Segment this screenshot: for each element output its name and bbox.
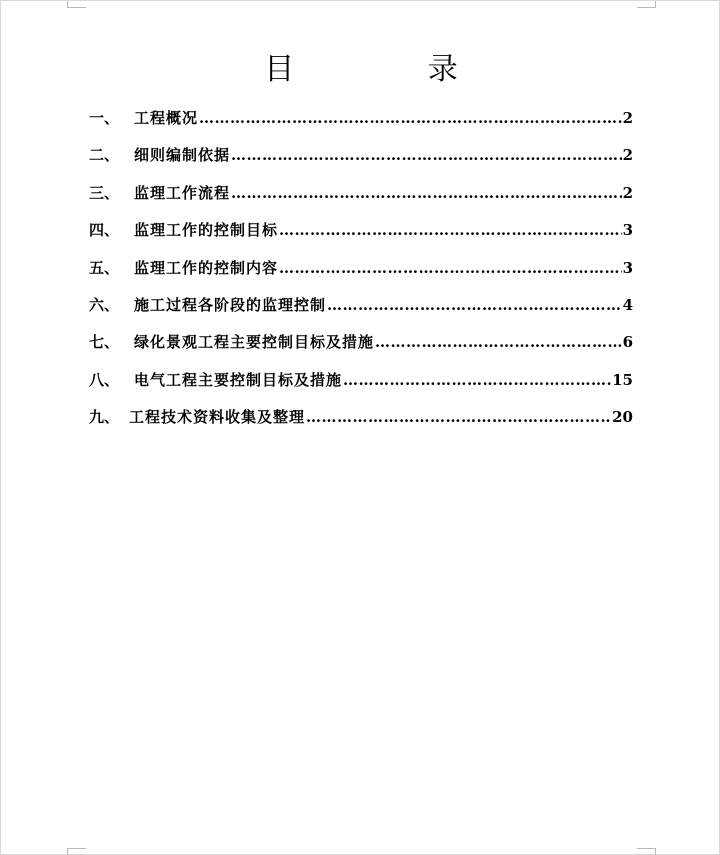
toc-entry-page: 2 — [622, 183, 633, 202]
toc-dot-leader — [199, 105, 622, 131]
toc-dot-leader — [306, 404, 611, 430]
toc-dot-leader — [231, 142, 622, 168]
toc-dot-leader — [343, 367, 611, 393]
toc-entry-title: 工程概况 — [134, 109, 199, 127]
toc-entry-title: 细则编制依据 — [134, 146, 231, 165]
toc-dot-leader — [279, 255, 622, 281]
toc-entry-number: 五、 — [89, 258, 120, 277]
toc-entry-title: 工程技术资料收集及整理 — [129, 408, 306, 427]
toc-entry[interactable] — [89, 105, 633, 142]
crop-mark-top-left — [67, 1, 86, 8]
toc-entry-title: 监理工作流程 — [134, 183, 231, 202]
table-of-contents — [89, 105, 633, 442]
toc-entry-title: 电气工程主要控制目标及措施 — [134, 370, 343, 389]
toc-entry-number: 八、 — [89, 370, 120, 389]
toc-entry-title: 监理工作的控制目标 — [134, 221, 279, 240]
toc-entry-page: 2 — [622, 146, 633, 165]
toc-entry-page: 20 — [612, 408, 633, 427]
crop-mark-bottom-left — [67, 848, 86, 855]
toc-entry-title: 绿化景观工程主要控制目标及措施 — [134, 333, 375, 352]
toc-entry-page: 4 — [622, 295, 633, 314]
toc-dot-leader — [327, 292, 622, 318]
toc-dot-leader — [375, 329, 622, 355]
toc-entry-number: 四、 — [89, 221, 120, 240]
toc-entry[interactable] — [89, 217, 633, 254]
toc-entry[interactable] — [89, 255, 633, 292]
toc-entry-page: 6 — [622, 333, 633, 352]
toc-entry-title: 监理工作的控制内容 — [134, 258, 279, 277]
crop-mark-top-right — [637, 1, 656, 8]
toc-entry[interactable] — [89, 180, 633, 217]
page-title: 目 录 — [264, 52, 520, 87]
toc-entry-page: 3 — [622, 221, 633, 240]
toc-entry-title: 施工过程各阶段的监理控制 — [134, 295, 327, 314]
toc-entry-number: 一、 — [89, 109, 120, 127]
toc-entry[interactable] — [89, 367, 633, 404]
toc-dot-leader — [231, 180, 622, 206]
toc-entry-number: 七、 — [89, 333, 120, 352]
toc-entry[interactable] — [89, 292, 633, 329]
toc-entry-number: 三、 — [89, 183, 120, 202]
crop-mark-bottom-right — [637, 848, 656, 855]
toc-dot-leader — [279, 217, 622, 243]
toc-entry-page: 15 — [612, 370, 633, 389]
toc-entry[interactable] — [89, 329, 633, 366]
toc-entry[interactable] — [89, 142, 633, 179]
toc-entry[interactable] — [89, 404, 633, 441]
toc-entry-page: 2 — [622, 109, 633, 127]
toc-entry-number: 六、 — [89, 295, 120, 314]
toc-entry-page: 3 — [622, 258, 633, 277]
toc-entry-number: 二、 — [89, 146, 120, 165]
toc-entry-number: 九、 — [89, 408, 120, 427]
